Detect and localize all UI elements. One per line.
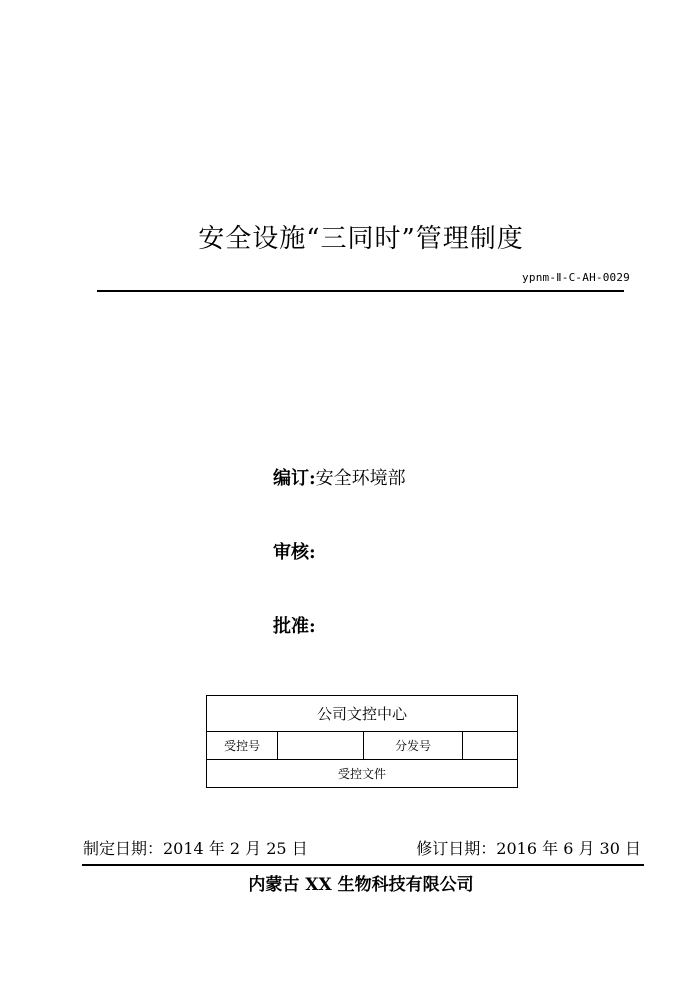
- document-title: 安全设施“三同时”管理制度: [198, 224, 524, 254]
- control-center-header: 公司文控中心: [207, 696, 518, 732]
- document-code: ypnm-Ⅱ-C-AH-0029: [522, 271, 630, 284]
- receive-number-value: [278, 732, 364, 760]
- signature-approved-by: [273, 612, 316, 638]
- distribute-number-value: [462, 732, 517, 760]
- receive-number-label: 受控号: [207, 732, 278, 760]
- header-divider: [97, 290, 624, 292]
- company-name: 内蒙古 XX 生物科技有限公司: [248, 875, 474, 895]
- footer-divider: [82, 864, 644, 866]
- distribute-number-label: 分发号: [364, 732, 462, 760]
- signature-label: 审核:: [273, 542, 316, 563]
- established-date: 制定日期：2014 年 2 月 25 日: [83, 839, 308, 858]
- document-control-table: [206, 695, 518, 788]
- signature-compiled-by: [273, 464, 406, 490]
- revised-date: 修订日期：2016 年 6 月 30 日: [416, 839, 641, 858]
- signature-reviewed-by: [273, 538, 316, 564]
- signature-label: 编订:: [273, 468, 316, 489]
- signature-label: 批准:: [273, 616, 316, 637]
- signature-value: 安全环境部: [315, 468, 406, 489]
- controlled-document-label: 受控文件: [207, 760, 518, 788]
